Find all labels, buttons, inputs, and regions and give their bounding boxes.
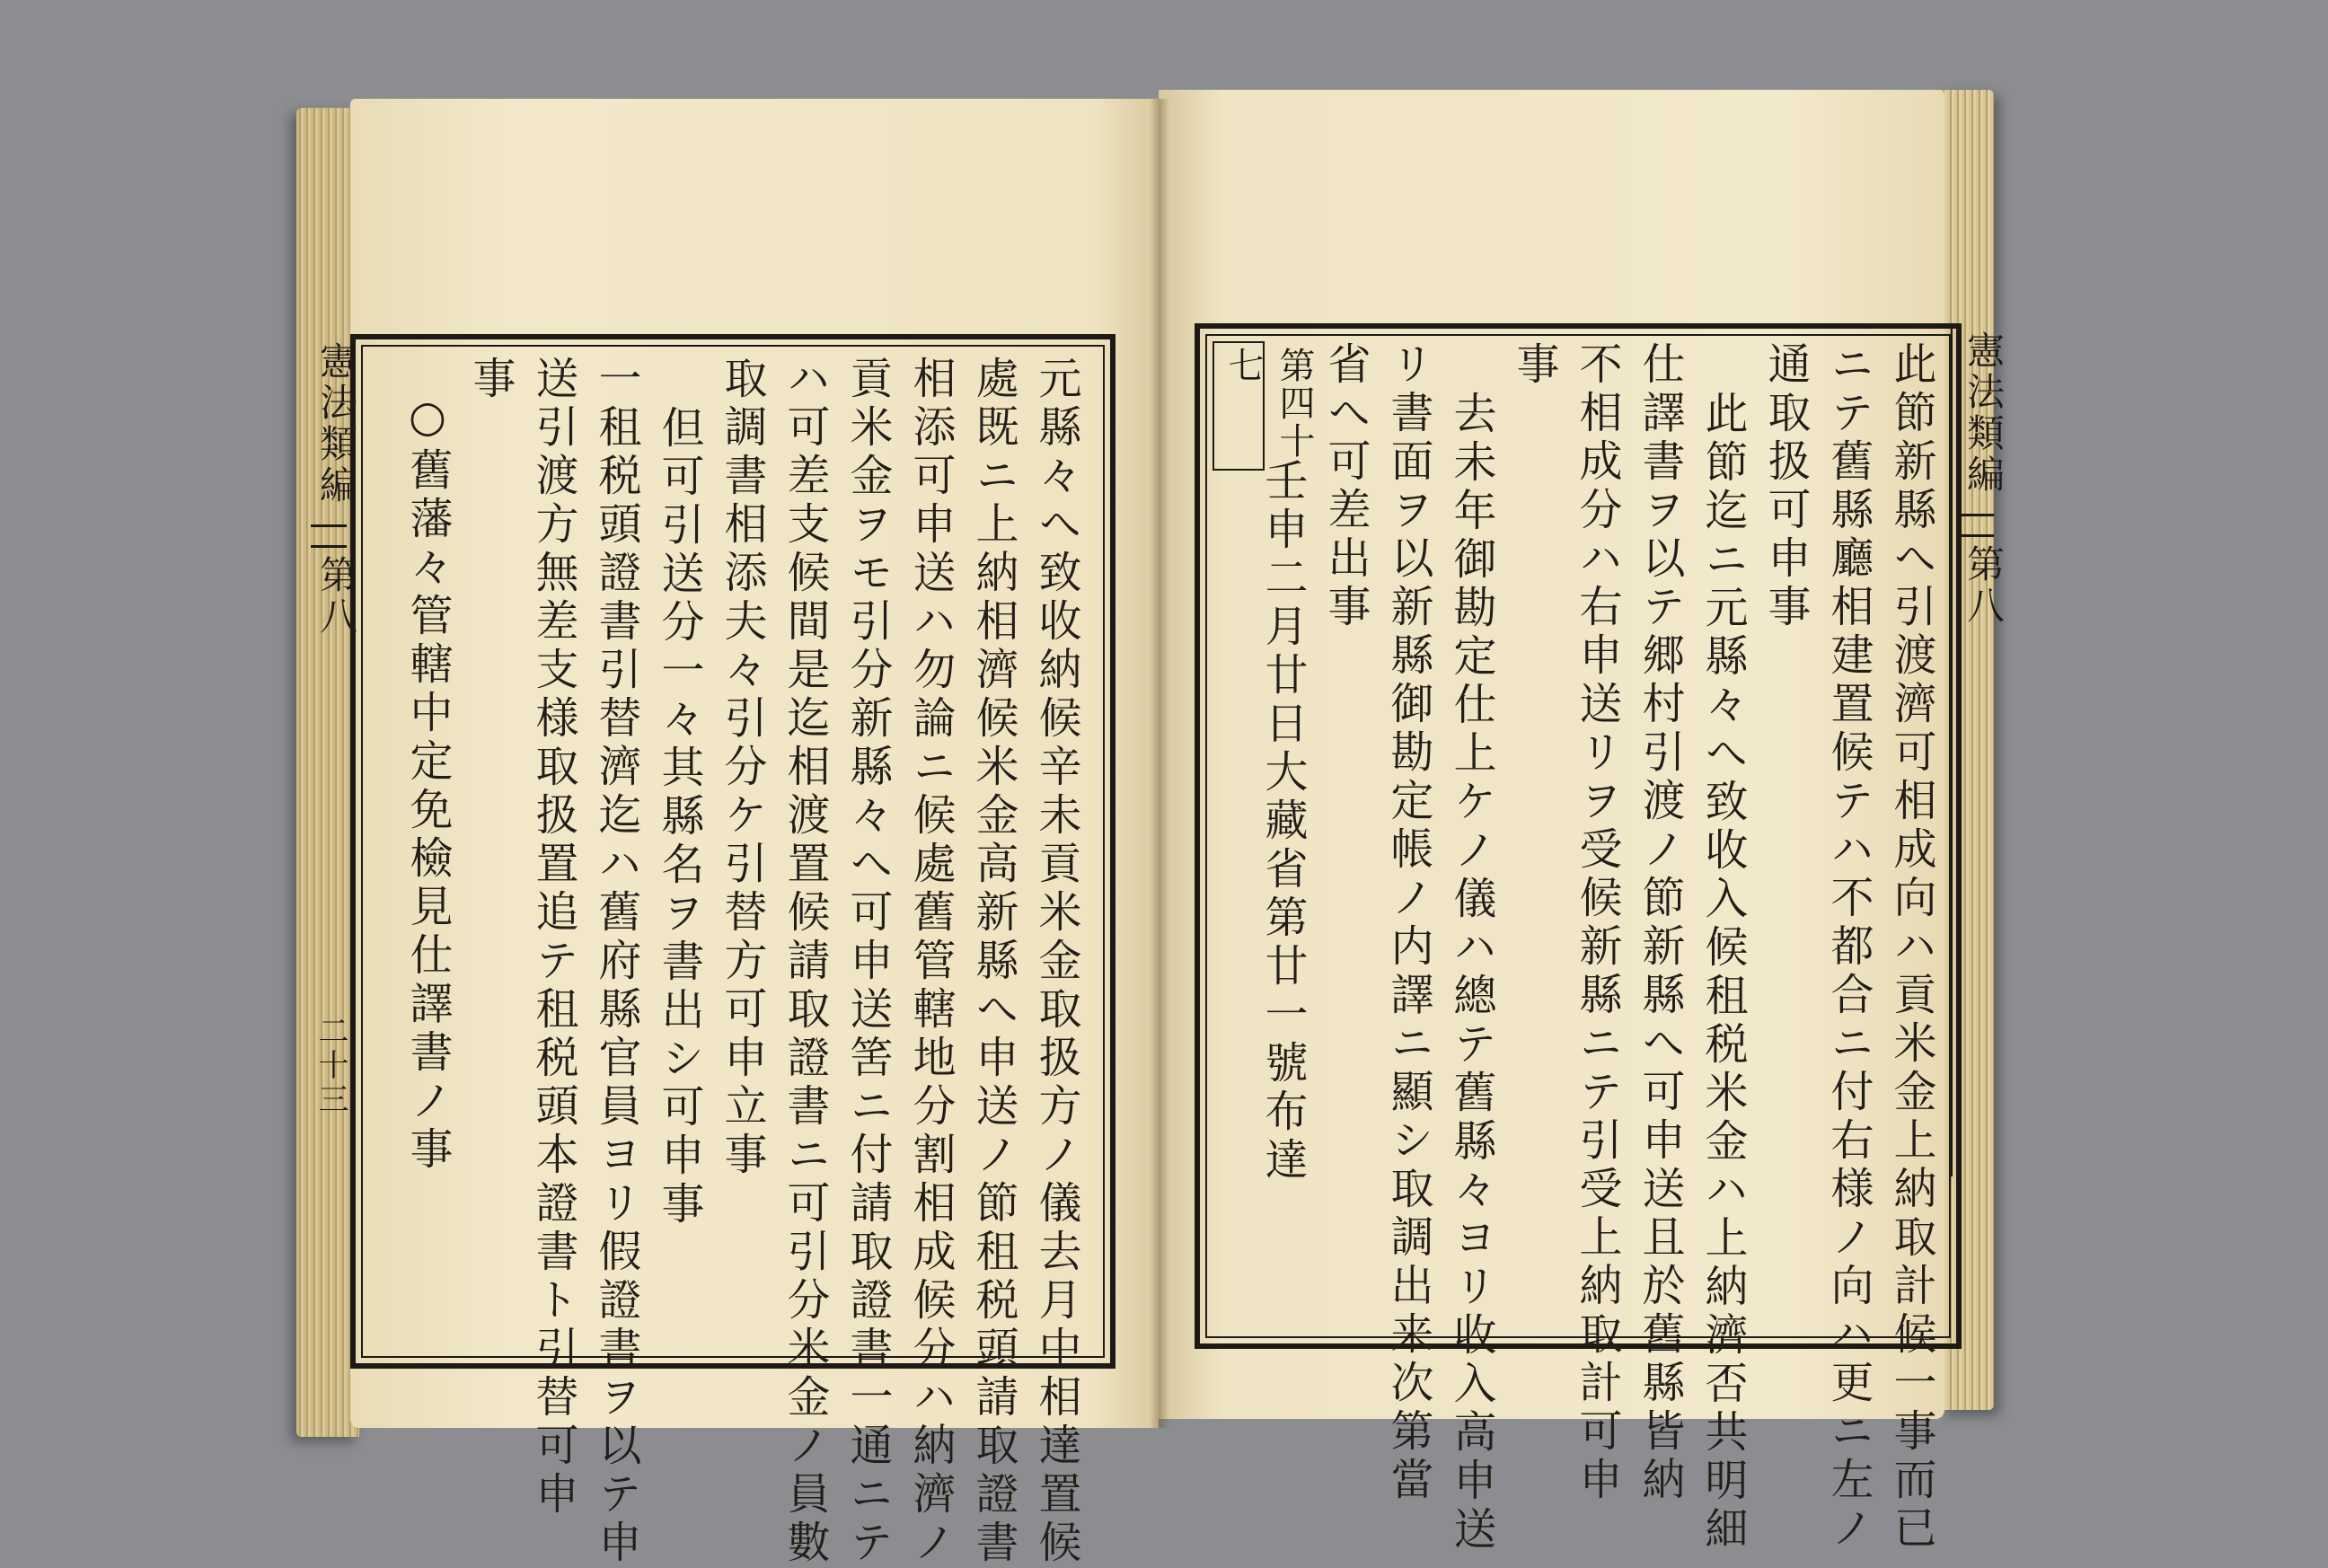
text-column: 元縣々へ致收納候辛未貢米金取扱方ノ儀去月中相達置候 (1031, 356, 1081, 1568)
text-column: 不相成分ハ右申送リヲ受候新縣ニテ引受上納取計可申 (1572, 341, 1622, 1505)
left-text-frame (350, 334, 1116, 1568)
text-column: 通取扱可申事 (1760, 341, 1811, 632)
text-column: ハ可差支候間是迄相渡置候請取證書ニ可引分米金ノ員數 (780, 356, 830, 1568)
text-column: 此節迄ニ元縣々へ致收入候租税米金ハ上納濟否共明細 (1698, 391, 1748, 1555)
text-column: 一租税頭證書引替濟迄ハ舊府縣官員ヨリ假證書ヲ以テ申 (591, 356, 641, 1568)
text-column: ○舊藩々管轄中定免檢見仕譯書ノ事 (402, 392, 453, 1175)
text-column: 送引渡方無差支様取扱置追テ租税頭本證書ト引替可申 (528, 356, 578, 1520)
text-column: 貢米金ヲモ引分新縣々へ可申送筈ニ付請取證書一通ニテ (842, 356, 893, 1568)
text-column: リ書面ヲ以新縣御勘定帳ノ内譯ニ顯シ取調出来次第當 (1383, 341, 1433, 1505)
left-side-volume: 第八 (314, 555, 358, 638)
section-number-text: 第四十七 (1222, 347, 1315, 460)
fish-tail-mark (1958, 514, 1994, 537)
text-column: 省へ可差出事 (1320, 341, 1371, 632)
left-page-number: 二十三 (313, 1015, 348, 1117)
text-column: 事 (1509, 341, 1559, 390)
text-column: 此節新縣へ引渡濟可相成向ハ貢米金上納取計候一事而已 (1886, 341, 1936, 1554)
right-text-frame (1195, 323, 1962, 1555)
text-column: ニテ舊縣廳相建置候テハ不都合ニ付右様ノ向ハ更ニ左ノ (1823, 341, 1874, 1554)
fish-tail-mark (311, 524, 347, 548)
text-column: 但可引送分一々其縣名ヲ書出シ可申事 (654, 405, 704, 1229)
text-column: 壬申二月廿日大藏省第廿一號布達 (1257, 458, 1308, 1185)
text-column: 事 (465, 356, 516, 404)
left-side-title: 憲法類編 (314, 341, 358, 507)
right-side-tab (1951, 323, 2006, 1176)
text-column: 仕譯書ヲ以テ郷村引渡ノ節新縣へ可申送且於舊縣皆納 (1635, 341, 1685, 1505)
text-column: 去未年御勘定仕上ケノ儀ハ總テ舊縣々ヨリ收入高申送 (1446, 391, 1496, 1555)
text-column: 取調書相添夫々引分ケ引替方可申立事 (717, 356, 767, 1180)
right-side-volume: 第八 (1962, 544, 2006, 627)
book-gutter (1150, 99, 1169, 1428)
section-number-label (1212, 341, 1315, 471)
left-side-tab (305, 334, 358, 1187)
right-side-title: 憲法類編 (1962, 330, 2006, 496)
text-column: 處既ニ上納相濟候米金高新縣へ申送ノ節租税頭請取證書 (968, 356, 1018, 1568)
text-column: 相添可申送ハ勿論ニ候處舊管轄地分割相成候分ハ納濟ノ (905, 356, 956, 1568)
